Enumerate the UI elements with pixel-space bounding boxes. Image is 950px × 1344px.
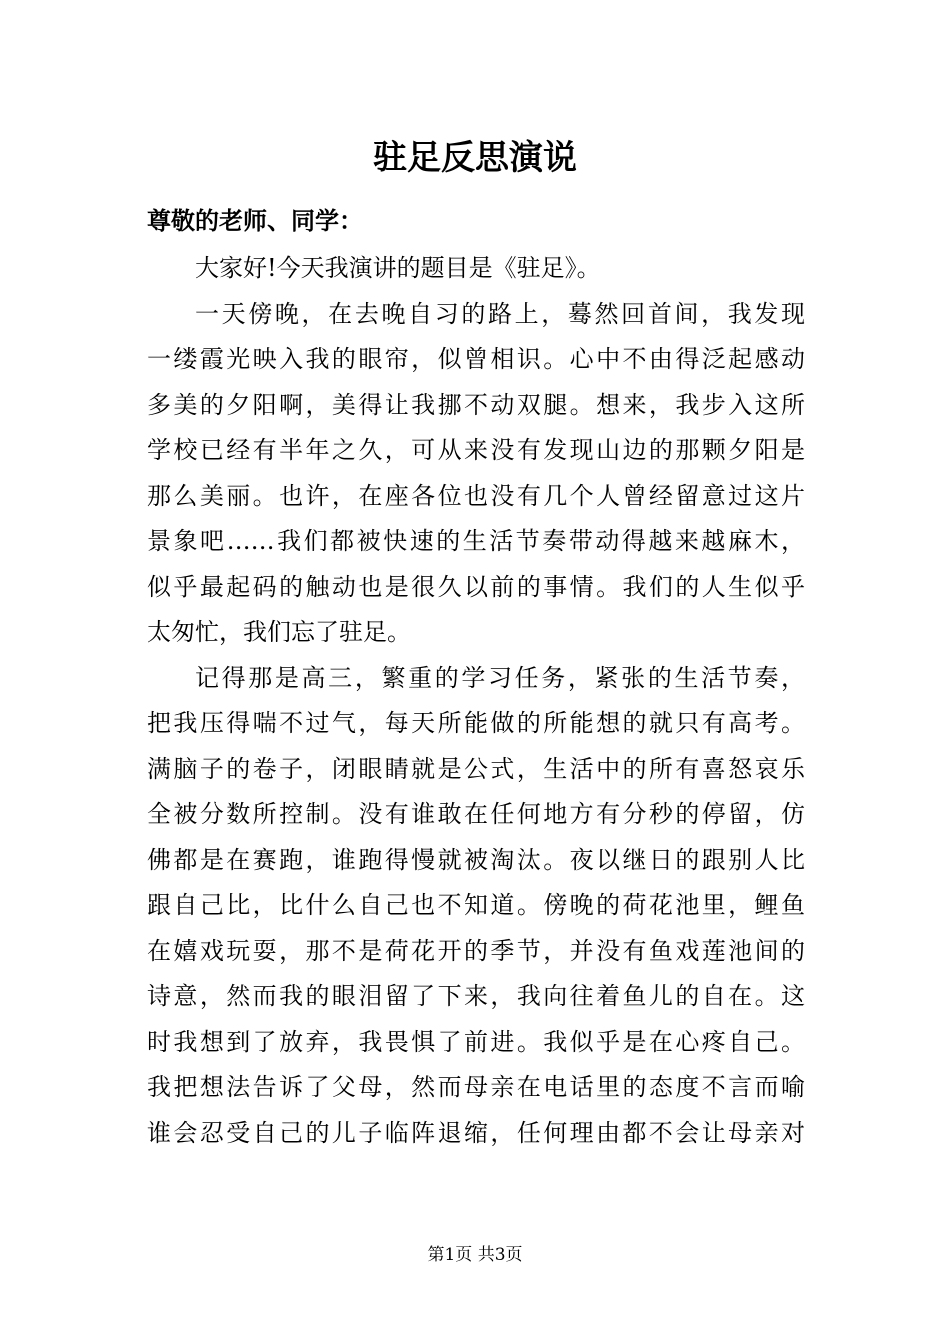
paragraph-line: 佛都是在赛跑，谁跑得慢就被淘汰。夜以继日的跟别人比 xyxy=(147,845,805,874)
paragraph-line: 把我压得喘不过气，每天所能做的所能想的就只有高考。 xyxy=(147,709,805,737)
paragraph-line: 大家好!今天我演讲的题目是《驻足》。 xyxy=(195,254,601,282)
paragraph-line: 一缕霞光映入我的眼帘，似曾相识。心中不由得泛起感动 xyxy=(147,345,805,373)
paragraph-line: 诗意，然而我的眼泪留了下来，我向往着鱼儿的自在。这 xyxy=(147,982,805,1010)
paragraph-line: 我把想法告诉了父母，然而母亲在电话里的态度不言而喻 xyxy=(147,1073,805,1101)
paragraph-line: 多美的夕阳啊，美得让我挪不动双腿。想来，我步入这所 xyxy=(147,390,805,419)
paragraph-line: 跟自己比，比什么自己也不知道。傍晚的荷花池里，鲤鱼 xyxy=(147,891,805,919)
paragraph-line: 全被分数所控制。没有谁敢在任何地方有分秒的停留，仿 xyxy=(147,800,805,828)
paragraph-line: 太匆忙，我们忘了驻足。 xyxy=(147,618,411,646)
page-footer: 第1页 共3页 xyxy=(427,1245,523,1265)
document-title: 驻足反思演说 xyxy=(373,138,577,178)
paragraph xyxy=(147,656,805,1157)
paragraph xyxy=(147,246,805,292)
salutation: 尊敬的老师、同学： xyxy=(147,206,363,235)
paragraph-line: 满脑子的卷子，闭眼睛就是公式，生活中的所有喜怒哀乐 xyxy=(147,754,805,783)
paragraph-line: 似乎最起码的触动也是很久以前的事情。我们的人生似乎 xyxy=(147,572,805,601)
paragraph-line: 记得那是高三，繁重的学习任务，紧张的生活节奏， xyxy=(195,663,805,692)
paragraph-line: 时我想到了放弃，我畏惧了前进。我似乎是在心疼自己。 xyxy=(147,1027,805,1056)
paragraph-line: 那么美丽。也许，在座各位也没有几个人曾经留意过这片 xyxy=(147,481,805,510)
paragraph-line: 在嬉戏玩耍，那不是荷花开的季节，并没有鱼戏莲池间的 xyxy=(147,936,805,965)
paragraph-line: 景象吧……我们都被快速的生活节奏带动得越来越麻木， xyxy=(147,527,805,555)
document-body xyxy=(147,246,805,1156)
paragraph-line: 学校已经有半年之久，可从来没有发现山边的那颗夕阳是 xyxy=(147,436,805,464)
paragraph-line: 一天傍晚，在去晚自习的路上，蓦然回首间，我发现 xyxy=(195,299,805,328)
paragraph-line: 谁会忍受自己的儿子临阵退缩，任何理由都不会让母亲对 xyxy=(147,1118,805,1147)
paragraph xyxy=(147,292,805,656)
